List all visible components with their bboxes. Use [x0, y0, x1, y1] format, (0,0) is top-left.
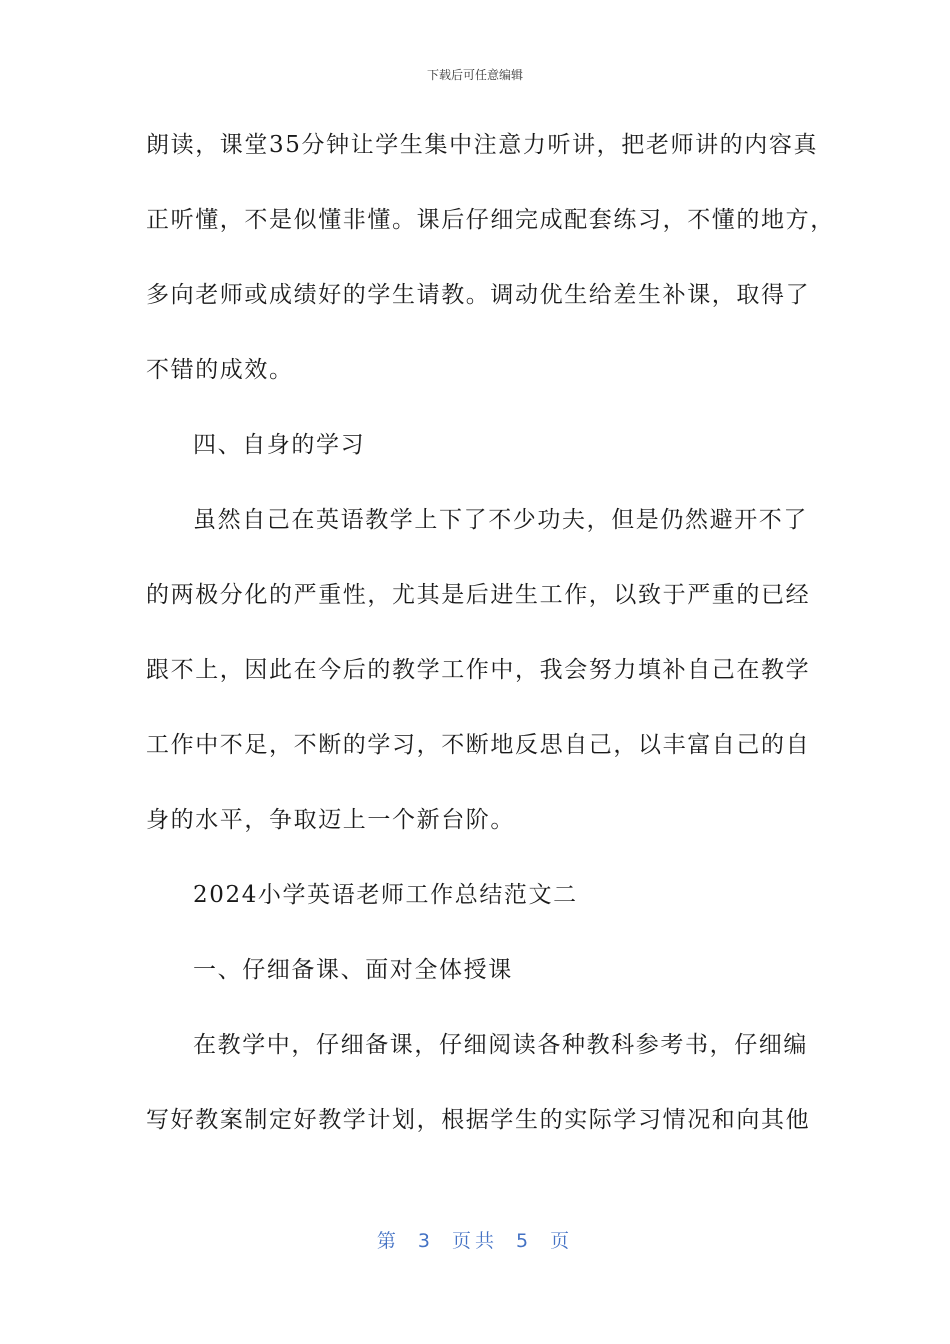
- text-line: 在教学中，仔细备课，仔细阅读各种教科参考书，仔细编: [193, 1032, 808, 1058]
- text-line: 的两极分化的严重性，尤其是后进生工作，以致于严重的已经: [146, 582, 811, 608]
- text-line: 虽然自己在英语教学上下了不少功夫，但是仍然避开不了: [193, 507, 808, 533]
- text-line: 正听懂，不是似懂非懂。课后仔细完成配套练习，不懂的地方，: [146, 207, 835, 233]
- document-subtitle: 2024小学英语老师工作总结范文二: [193, 882, 578, 908]
- section-heading: 一、仔细备课、面对全体授课: [193, 957, 513, 983]
- page-header: 下载后可任意编辑: [426, 68, 523, 82]
- text-line: 工作中不足，不断的学习，不断地反思自己，以丰富自己的自: [146, 732, 811, 758]
- text-line: 朗读，课堂35分钟让学生集中注意力听讲，把老师讲的内容真: [146, 132, 819, 158]
- page-footer: 第 3 页共 5 页: [376, 1230, 574, 1252]
- text-line: 跟不上，因此在今后的教学工作中，我会努力填补自己在教学: [146, 657, 811, 683]
- text-line: 不错的成效。: [146, 357, 294, 383]
- text-line: 写好教案制定好教学计划，根据学生的实际学习情况和向其他: [146, 1107, 811, 1133]
- section-heading: 四、自身的学习: [193, 432, 366, 458]
- text-line: 身的水平，争取迈上一个新台阶。: [146, 807, 515, 833]
- text-line: 多向老师或成绩好的学生请教。调动优生给差生补课，取得了: [146, 282, 811, 308]
